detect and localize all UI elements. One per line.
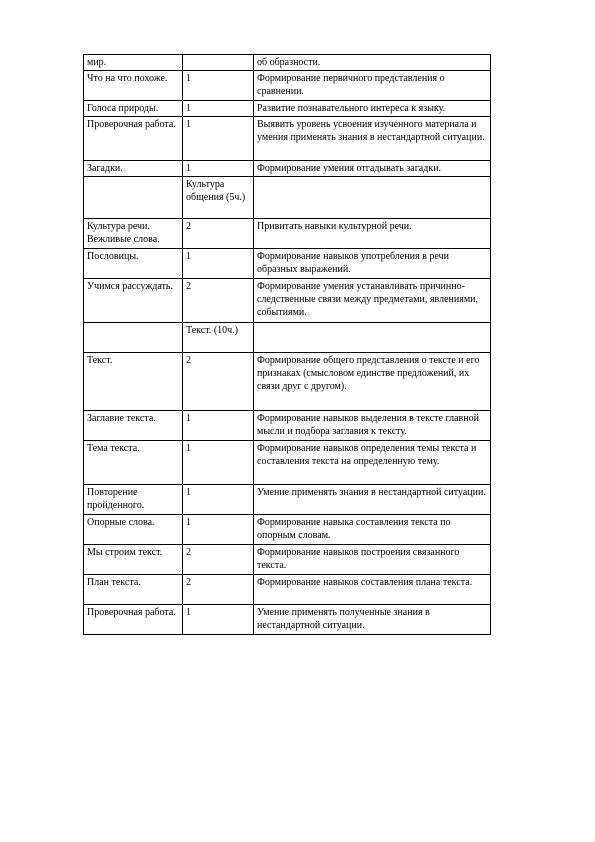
topic-cell: Опорные слова. (84, 515, 183, 545)
hours-cell: 2 (183, 575, 254, 605)
topic-cell: Голоса природы. (84, 101, 183, 117)
table-row (84, 441, 491, 485)
section-row (84, 323, 491, 353)
table-row (84, 249, 491, 279)
table-row (84, 279, 491, 323)
goal-cell: Выявить уровень усвоения изученного материала и умения применять знания в нестандартной ситуации. (254, 117, 491, 161)
table-row (84, 575, 491, 605)
table-row (84, 101, 491, 117)
goal-cell: Формирование умения устанавливать причинно-следственные связи между предметами, явлениями, событиями. (254, 279, 491, 323)
hours-cell: 2 (183, 219, 254, 249)
topic-cell: Проверочная работа. (84, 117, 183, 161)
hours-cell: 1 (183, 161, 254, 177)
table-row (84, 219, 491, 249)
goal-cell: Формирование навыков построения связанного текста. (254, 545, 491, 575)
topic-cell: Повторение пройденного. (84, 485, 183, 515)
table-row (84, 545, 491, 575)
topic-cell: Проверочная работа. (84, 605, 183, 635)
topic-cell: Учимся рассуждать. (84, 279, 183, 323)
topic-cell: Заглавие текста. (84, 411, 183, 441)
hours-cell: 1 (183, 515, 254, 545)
section-heading-cell: Текст. (10ч.) (183, 323, 254, 353)
goal-cell: Развитие познавательного интереса к языку. (254, 101, 491, 117)
topic-cell: Загадки. (84, 161, 183, 177)
goal-cell: Формирование первичного представления о сравнении. (254, 71, 491, 101)
goal-cell: Формирование навыков употребления в речи образных выражений. (254, 249, 491, 279)
hours-cell (183, 55, 254, 71)
topic-cell: Текст. (84, 353, 183, 411)
hours-cell: 2 (183, 545, 254, 575)
goal-cell: Формирование общего представления о тексте и его признаках (смысловом единстве предложений, их связи друг с другом). (254, 353, 491, 411)
topic-cell (84, 323, 183, 353)
lesson-plan-table (83, 54, 491, 635)
table-row (84, 411, 491, 441)
goal-cell: Формирование навыков выделения в тексте главной мысли и подбора заглавия к тексту. (254, 411, 491, 441)
goal-cell: Формирование навыков определения темы текста и составления текста на определенную тему. (254, 441, 491, 485)
goal-cell: Формирование навыка составления текста по опорным словам. (254, 515, 491, 545)
goal-cell (254, 323, 491, 353)
hours-cell: 1 (183, 605, 254, 635)
topic-cell: Пословицы. (84, 249, 183, 279)
hours-cell: 1 (183, 411, 254, 441)
goal-cell: об образности. (254, 55, 491, 71)
table-row (84, 161, 491, 177)
goal-cell: Формирование умения отгадывать загадки. (254, 161, 491, 177)
hours-cell: 2 (183, 353, 254, 411)
topic-cell: Что на что похоже. (84, 71, 183, 101)
topic-cell: Тема текста. (84, 441, 183, 485)
goal-cell: Умение применять полученные знания в нестандартной ситуации. (254, 605, 491, 635)
section-heading-cell: Культура общения (5ч.) (183, 177, 254, 219)
table-row (84, 117, 491, 161)
hours-cell: 1 (183, 71, 254, 101)
goal-cell: Формирование навыков составления плана текста. (254, 575, 491, 605)
table-row (84, 71, 491, 101)
topic-cell (84, 177, 183, 219)
hours-cell: 2 (183, 279, 254, 323)
table-row (84, 485, 491, 515)
topic-cell: мир. (84, 55, 183, 71)
topic-cell: План текста. (84, 575, 183, 605)
table-row (84, 55, 491, 71)
table-row (84, 515, 491, 545)
hours-cell: 1 (183, 249, 254, 279)
goal-cell: Привитать навыки культурной речи. (254, 219, 491, 249)
hours-cell: 1 (183, 101, 254, 117)
table-row (84, 353, 491, 411)
table-row (84, 605, 491, 635)
topic-cell: Культура речи. Вежливые слова. (84, 219, 183, 249)
goal-cell: Умение применять знания в нестандартной ситуации. (254, 485, 491, 515)
topic-cell: Мы строим текст. (84, 545, 183, 575)
hours-cell: 1 (183, 441, 254, 485)
hours-cell: 1 (183, 117, 254, 161)
section-row (84, 177, 491, 219)
hours-cell: 1 (183, 485, 254, 515)
goal-cell (254, 177, 491, 219)
